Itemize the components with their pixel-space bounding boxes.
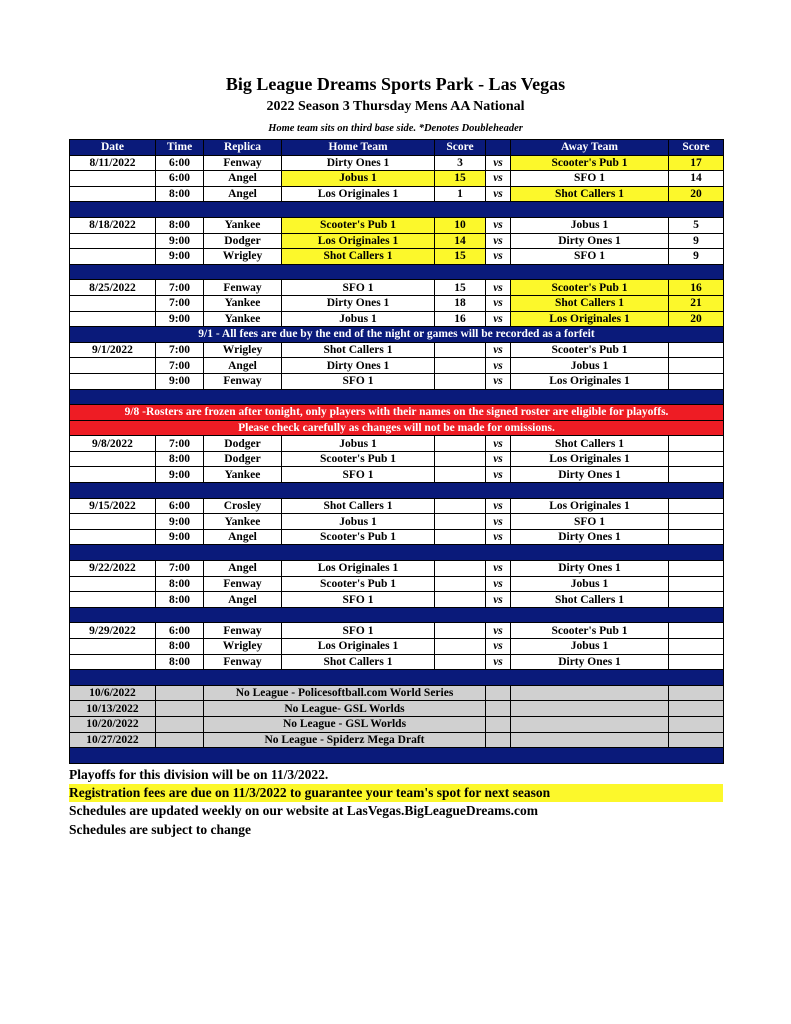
- game-row: [70, 576, 724, 592]
- col-time: Time: [156, 140, 204, 156]
- home-score-cell: [435, 467, 486, 483]
- away-team-cell: Los Originales 1: [511, 311, 669, 327]
- time-cell: 7:00: [156, 358, 204, 374]
- away-score-cell: [669, 436, 724, 452]
- vs-cell: [486, 716, 511, 732]
- spacer-cell: [70, 748, 724, 764]
- spacer-cell: [70, 545, 724, 561]
- time-cell: 8:00: [156, 592, 204, 608]
- no-league-row: [70, 701, 724, 717]
- vs-cell: vs: [486, 311, 511, 327]
- registration-note: Registration fees are due on 11/3/2022 to guarantee your team's spot for next season: [69, 784, 723, 802]
- date-cell: 9/22/2022: [70, 561, 156, 577]
- home-team-cell: Jobus 1: [282, 436, 435, 452]
- col-away-team: Away Team: [511, 140, 669, 156]
- time-cell: 8:00: [156, 639, 204, 655]
- replica-cell: Angel: [204, 186, 282, 202]
- away-team-cell: Scooter's Pub 1: [511, 623, 669, 639]
- game-row: [70, 233, 724, 249]
- time-cell: 9:00: [156, 514, 204, 530]
- vs-cell: vs: [486, 654, 511, 670]
- away-team-cell: [511, 701, 669, 717]
- away-team-cell: Jobus 1: [511, 358, 669, 374]
- no-league-row: [70, 732, 724, 748]
- replica-cell: Wrigley: [204, 249, 282, 265]
- date-cell: 10/27/2022: [70, 732, 156, 748]
- time-cell: 7:00: [156, 280, 204, 296]
- home-score-cell: [435, 451, 486, 467]
- no-league-cell: No League- GSL Worlds: [204, 701, 486, 717]
- away-score-cell: [669, 561, 724, 577]
- away-score-cell: 9: [669, 233, 724, 249]
- change-note: Schedules are subject to change: [69, 822, 251, 837]
- home-team-cell: SFO 1: [282, 280, 435, 296]
- schedule-table: [69, 139, 724, 764]
- date-cell: [70, 529, 156, 545]
- time-cell: 8:00: [156, 654, 204, 670]
- home-score-cell: 15: [435, 280, 486, 296]
- home-team-cell: Shot Callers 1: [282, 498, 435, 514]
- spacer-row: [70, 202, 724, 218]
- home-team-cell: Jobus 1: [282, 514, 435, 530]
- away-score-cell: 5: [669, 217, 724, 233]
- time-cell: 9:00: [156, 311, 204, 327]
- date-cell: [70, 249, 156, 265]
- vs-cell: vs: [486, 233, 511, 249]
- date-cell: [70, 592, 156, 608]
- time-cell: 6:00: [156, 155, 204, 171]
- home-team-cell: Scooter's Pub 1: [282, 451, 435, 467]
- away-team-cell: Dirty Ones 1: [511, 561, 669, 577]
- page-note: Home team sits on third base side. *Denotes Doubleheader: [268, 123, 523, 134]
- time-cell: 7:00: [156, 561, 204, 577]
- replica-cell: Fenway: [204, 623, 282, 639]
- spacer-row: [70, 545, 724, 561]
- spacer-row: [70, 670, 724, 686]
- away-score-cell: [669, 529, 724, 545]
- replica-cell: Angel: [204, 592, 282, 608]
- away-score-cell: 9: [669, 249, 724, 265]
- time-cell: 7:00: [156, 436, 204, 452]
- away-score-cell: [669, 373, 724, 389]
- page-title: Big League Dreams Sports Park - Las Vegas: [225, 74, 566, 94]
- vs-cell: vs: [486, 155, 511, 171]
- replica-cell: Fenway: [204, 280, 282, 296]
- game-row: [70, 592, 724, 608]
- home-team-cell: Los Originales 1: [282, 561, 435, 577]
- home-team-cell: Jobus 1: [282, 311, 435, 327]
- away-score-cell: [669, 592, 724, 608]
- replica-cell: Yankee: [204, 311, 282, 327]
- vs-cell: vs: [486, 171, 511, 187]
- time-cell: 8:00: [156, 451, 204, 467]
- away-team-cell: Jobus 1: [511, 217, 669, 233]
- date-cell: 9/8/2022: [70, 436, 156, 452]
- vs-cell: vs: [486, 498, 511, 514]
- date-cell: [70, 186, 156, 202]
- vs-cell: vs: [486, 295, 511, 311]
- game-row: [70, 280, 724, 296]
- game-row: [70, 639, 724, 655]
- replica-cell: Wrigley: [204, 639, 282, 655]
- game-row: [70, 171, 724, 187]
- away-team-cell: Shot Callers 1: [511, 592, 669, 608]
- home-score-cell: [435, 514, 486, 530]
- vs-cell: vs: [486, 358, 511, 374]
- time-cell: 8:00: [156, 186, 204, 202]
- away-team-cell: [511, 685, 669, 701]
- away-team-cell: Jobus 1: [511, 639, 669, 655]
- time-cell: 7:00: [156, 342, 204, 358]
- col-away-score: Score: [669, 140, 724, 156]
- replica-cell: Angel: [204, 358, 282, 374]
- vs-cell: vs: [486, 217, 511, 233]
- home-score-cell: [435, 436, 486, 452]
- vs-cell: vs: [486, 467, 511, 483]
- home-team-cell: Los Originales 1: [282, 639, 435, 655]
- game-row: [70, 654, 724, 670]
- away-score-cell: [669, 514, 724, 530]
- replica-cell: Angel: [204, 171, 282, 187]
- away-score-cell: [669, 576, 724, 592]
- spacer-cell: [70, 202, 724, 218]
- home-team-cell: SFO 1: [282, 592, 435, 608]
- away-team-cell: Shot Callers 1: [511, 436, 669, 452]
- away-team-cell: Los Originales 1: [511, 498, 669, 514]
- away-score-cell: [669, 732, 724, 748]
- page-subtitle: 2022 Season 3 Thursday Mens AA National: [266, 99, 525, 114]
- spacer-cell: [70, 483, 724, 499]
- away-team-cell: Scooter's Pub 1: [511, 280, 669, 296]
- away-team-cell: SFO 1: [511, 171, 669, 187]
- home-team-cell: Scooter's Pub 1: [282, 576, 435, 592]
- away-team-cell: [511, 716, 669, 732]
- game-row: [70, 467, 724, 483]
- replica-cell: Wrigley: [204, 342, 282, 358]
- vs-cell: vs: [486, 561, 511, 577]
- home-score-cell: 14: [435, 233, 486, 249]
- home-score-cell: [435, 639, 486, 655]
- date-cell: 8/11/2022: [70, 155, 156, 171]
- col-home-team: Home Team: [282, 140, 435, 156]
- date-cell: [70, 373, 156, 389]
- home-score-cell: [435, 373, 486, 389]
- header-row: [70, 140, 724, 156]
- date-cell: 9/29/2022: [70, 623, 156, 639]
- spacer-row: [70, 483, 724, 499]
- vs-cell: vs: [486, 576, 511, 592]
- vs-cell: vs: [486, 342, 511, 358]
- website-note: Schedules are updated weekly on our website at LasVegas.BigLeagueDreams.com: [69, 803, 539, 818]
- away-score-cell: [669, 716, 724, 732]
- spacer-row: [70, 607, 724, 623]
- away-score-cell: 16: [669, 280, 724, 296]
- spacer-cell: [70, 389, 724, 405]
- home-team-cell: Shot Callers 1: [282, 654, 435, 670]
- roster-notice-cell: Please check carefully as changes will not be made for omissions.: [70, 420, 724, 436]
- no-league-row: [70, 685, 724, 701]
- away-team-cell: Shot Callers 1: [511, 186, 669, 202]
- game-row: [70, 514, 724, 530]
- time-cell: 9:00: [156, 373, 204, 389]
- away-team-cell: Jobus 1: [511, 576, 669, 592]
- notice-row: [70, 327, 724, 343]
- away-team-cell: Shot Callers 1: [511, 295, 669, 311]
- away-score-cell: 14: [669, 171, 724, 187]
- replica-cell: Angel: [204, 529, 282, 545]
- replica-cell: Fenway: [204, 373, 282, 389]
- away-score-cell: [669, 451, 724, 467]
- home-team-cell: Los Originales 1: [282, 186, 435, 202]
- away-score-cell: [669, 358, 724, 374]
- spacer-row: [70, 264, 724, 280]
- vs-cell: vs: [486, 451, 511, 467]
- home-team-cell: Scooter's Pub 1: [282, 529, 435, 545]
- home-team-cell: Dirty Ones 1: [282, 155, 435, 171]
- home-score-cell: [435, 498, 486, 514]
- date-cell: [70, 654, 156, 670]
- date-cell: 10/6/2022: [70, 685, 156, 701]
- replica-cell: Fenway: [204, 155, 282, 171]
- replica-cell: Yankee: [204, 295, 282, 311]
- game-row: [70, 373, 724, 389]
- home-score-cell: 3: [435, 155, 486, 171]
- away-team-cell: Scooter's Pub 1: [511, 342, 669, 358]
- vs-cell: vs: [486, 373, 511, 389]
- no-league-row: [70, 716, 724, 732]
- notice-cell: 9/1 - All fees are due by the end of the night or games will be recorded as a forfeit: [70, 327, 724, 343]
- time-cell: [156, 716, 204, 732]
- game-row: [70, 623, 724, 639]
- home-score-cell: 15: [435, 171, 486, 187]
- game-row: [70, 249, 724, 265]
- home-team-cell: Shot Callers 1: [282, 342, 435, 358]
- away-team-cell: SFO 1: [511, 514, 669, 530]
- time-cell: 9:00: [156, 467, 204, 483]
- home-team-cell: Shot Callers 1: [282, 249, 435, 265]
- vs-cell: [486, 701, 511, 717]
- away-team-cell: Dirty Ones 1: [511, 529, 669, 545]
- game-row: [70, 155, 724, 171]
- col-replica: Replica: [204, 140, 282, 156]
- game-row: [70, 436, 724, 452]
- spacer-cell: [70, 607, 724, 623]
- game-row: [70, 342, 724, 358]
- date-cell: 9/1/2022: [70, 342, 156, 358]
- date-cell: [70, 358, 156, 374]
- game-row: [70, 358, 724, 374]
- date-cell: [70, 639, 156, 655]
- spacer-row: [70, 389, 724, 405]
- game-row: [70, 295, 724, 311]
- vs-cell: vs: [486, 249, 511, 265]
- time-cell: [156, 685, 204, 701]
- time-cell: 6:00: [156, 171, 204, 187]
- time-cell: 7:00: [156, 295, 204, 311]
- vs-cell: vs: [486, 514, 511, 530]
- vs-cell: vs: [486, 436, 511, 452]
- away-team-cell: Scooter's Pub 1: [511, 155, 669, 171]
- away-team-cell: Los Originales 1: [511, 451, 669, 467]
- spacer-row: [70, 748, 724, 764]
- replica-cell: Dodger: [204, 233, 282, 249]
- vs-cell: vs: [486, 592, 511, 608]
- home-score-cell: [435, 561, 486, 577]
- no-league-cell: No League - Spiderz Mega Draft: [204, 732, 486, 748]
- home-score-cell: 1: [435, 186, 486, 202]
- date-cell: [70, 233, 156, 249]
- home-score-cell: [435, 529, 486, 545]
- spacer-cell: [70, 264, 724, 280]
- away-team-cell: [511, 732, 669, 748]
- date-cell: 10/20/2022: [70, 716, 156, 732]
- date-cell: [70, 311, 156, 327]
- home-team-cell: Scooter's Pub 1: [282, 217, 435, 233]
- time-cell: 8:00: [156, 576, 204, 592]
- replica-cell: Dodger: [204, 451, 282, 467]
- home-team-cell: Dirty Ones 1: [282, 295, 435, 311]
- roster-notice-cell: 9/8 -Rosters are frozen after tonight, only players with their names on the signed roster are eligible for playoffs.: [70, 405, 724, 421]
- time-cell: 9:00: [156, 249, 204, 265]
- date-cell: 9/15/2022: [70, 498, 156, 514]
- col-home-score: Score: [435, 140, 486, 156]
- home-score-cell: [435, 358, 486, 374]
- date-cell: [70, 514, 156, 530]
- vs-cell: [486, 732, 511, 748]
- roster-notice-row: [70, 420, 724, 436]
- replica-cell: Fenway: [204, 654, 282, 670]
- playoffs-note: Playoffs for this division will be on 11/3/2022.: [69, 767, 329, 782]
- time-cell: 9:00: [156, 233, 204, 249]
- away-score-cell: [669, 639, 724, 655]
- home-score-cell: [435, 592, 486, 608]
- home-score-cell: 18: [435, 295, 486, 311]
- vs-cell: vs: [486, 623, 511, 639]
- away-team-cell: Dirty Ones 1: [511, 467, 669, 483]
- home-score-cell: [435, 576, 486, 592]
- away-score-cell: [669, 654, 724, 670]
- away-score-cell: [669, 498, 724, 514]
- time-cell: 8:00: [156, 217, 204, 233]
- home-score-cell: 16: [435, 311, 486, 327]
- date-cell: [70, 576, 156, 592]
- away-score-cell: [669, 685, 724, 701]
- game-row: [70, 451, 724, 467]
- time-cell: [156, 732, 204, 748]
- away-score-cell: [669, 701, 724, 717]
- date-cell: 8/18/2022: [70, 217, 156, 233]
- away-team-cell: SFO 1: [511, 249, 669, 265]
- home-score-cell: 15: [435, 249, 486, 265]
- time-cell: [156, 701, 204, 717]
- home-team-cell: SFO 1: [282, 373, 435, 389]
- game-row: [70, 561, 724, 577]
- vs-cell: vs: [486, 280, 511, 296]
- spacer-cell: [70, 670, 724, 686]
- col-date: Date: [70, 140, 156, 156]
- replica-cell: Yankee: [204, 217, 282, 233]
- replica-cell: Angel: [204, 561, 282, 577]
- date-cell: [70, 467, 156, 483]
- replica-cell: Crosley: [204, 498, 282, 514]
- replica-cell: Fenway: [204, 576, 282, 592]
- replica-cell: Yankee: [204, 514, 282, 530]
- roster-notice-row: [70, 405, 724, 421]
- home-score-cell: [435, 342, 486, 358]
- no-league-cell: No League - GSL Worlds: [204, 716, 486, 732]
- away-score-cell: [669, 342, 724, 358]
- game-row: [70, 186, 724, 202]
- vs-cell: [486, 685, 511, 701]
- away-score-cell: 20: [669, 186, 724, 202]
- date-cell: [70, 171, 156, 187]
- vs-cell: vs: [486, 639, 511, 655]
- away-score-cell: [669, 623, 724, 639]
- date-cell: [70, 295, 156, 311]
- home-team-cell: SFO 1: [282, 467, 435, 483]
- home-score-cell: [435, 654, 486, 670]
- away-score-cell: 17: [669, 155, 724, 171]
- home-team-cell: Jobus 1: [282, 171, 435, 187]
- date-cell: 10/13/2022: [70, 701, 156, 717]
- home-team-cell: Los Originales 1: [282, 233, 435, 249]
- date-cell: [70, 451, 156, 467]
- replica-cell: Yankee: [204, 467, 282, 483]
- no-league-cell: No League - Policesoftball.com World Series: [204, 685, 486, 701]
- time-cell: 9:00: [156, 529, 204, 545]
- away-score-cell: 20: [669, 311, 724, 327]
- time-cell: 6:00: [156, 498, 204, 514]
- vs-cell: vs: [486, 186, 511, 202]
- home-team-cell: Dirty Ones 1: [282, 358, 435, 374]
- col-vs: [486, 140, 511, 156]
- home-team-cell: SFO 1: [282, 623, 435, 639]
- game-row: [70, 498, 724, 514]
- date-cell: 8/25/2022: [70, 280, 156, 296]
- vs-cell: vs: [486, 529, 511, 545]
- replica-cell: Dodger: [204, 436, 282, 452]
- away-team-cell: Los Originales 1: [511, 373, 669, 389]
- away-score-cell: 21: [669, 295, 724, 311]
- time-cell: 6:00: [156, 623, 204, 639]
- away-team-cell: Dirty Ones 1: [511, 654, 669, 670]
- game-row: [70, 217, 724, 233]
- away-score-cell: [669, 467, 724, 483]
- game-row: [70, 529, 724, 545]
- home-score-cell: 10: [435, 217, 486, 233]
- away-team-cell: Dirty Ones 1: [511, 233, 669, 249]
- home-score-cell: [435, 623, 486, 639]
- game-row: [70, 311, 724, 327]
